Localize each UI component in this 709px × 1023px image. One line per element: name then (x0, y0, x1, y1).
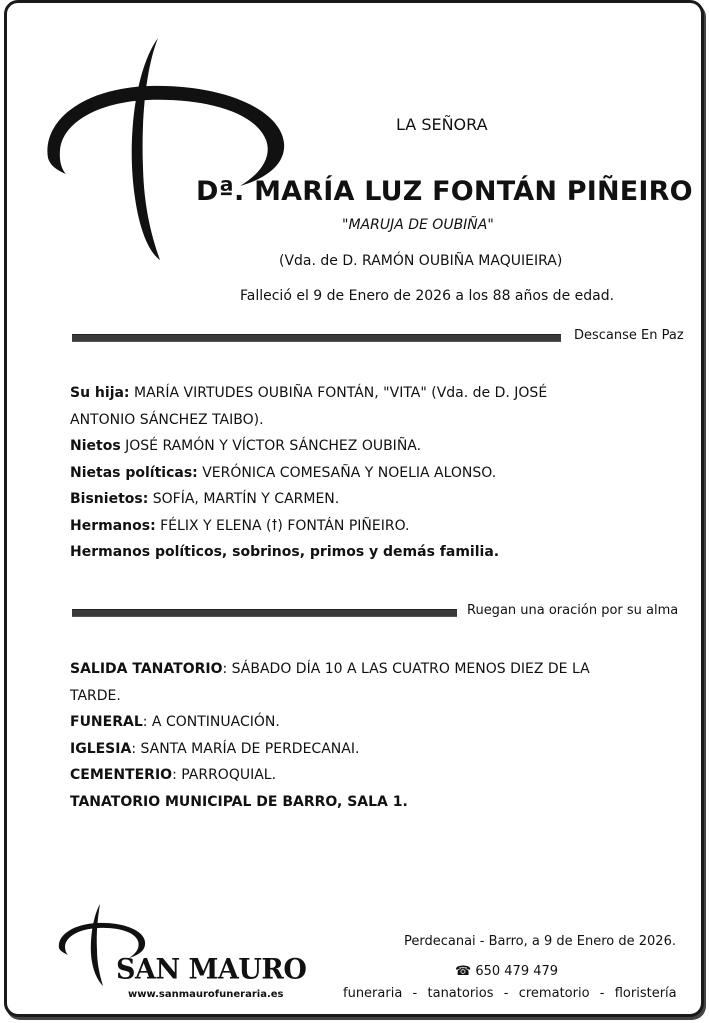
title-label: LA SEÑORA (396, 115, 488, 134)
funeral-text: : A CONTINUACIÓN. (142, 714, 280, 730)
siblings-text: FÉLIX Y ELENA (ꝉ) FONTÁN PIÑEIRO. (155, 517, 410, 534)
departure-line (70, 656, 670, 683)
daughter-line-cont (70, 407, 650, 434)
divider-bar (72, 334, 561, 342)
daughter-text-cont: ANTONIO SÁNCHEZ TAIBO). (70, 411, 264, 428)
grandsons-text: JOSÉ RAMÓN Y VÍCTOR SÁNCHEZ OUBIÑA. (120, 438, 422, 454)
grandsons-label: Nietos (70, 438, 121, 454)
family-closing-line (70, 539, 650, 566)
church-label: IGLESIA (70, 740, 132, 757)
widow-of: (Vda. de D. RAMÓN OUBIÑA MAQUIEIRA) (279, 253, 563, 269)
funeral-label: FUNERAL (70, 714, 143, 730)
siblings-line (70, 513, 650, 540)
family-closing: Hermanos políticos, sobrinos, primos y demás familia. (70, 544, 500, 560)
departure-text-cont: TARDE. (70, 687, 121, 704)
services-section (70, 656, 670, 815)
phone-line (455, 964, 558, 979)
phone-number: 650 479 479 (475, 964, 559, 979)
telephone-icon: ☎ (455, 964, 472, 979)
grandsons-line (70, 433, 650, 460)
family-section (70, 380, 650, 566)
divider-bar (72, 609, 457, 617)
church-text: : SANTA MARÍA DE PERDECANAI. (131, 740, 360, 757)
death-notice: Falleció el 9 de Enero de 2026 a los 88 años de edad. (240, 288, 615, 304)
daughter-line (70, 380, 650, 407)
funeral-line (70, 709, 670, 736)
deceased-name: Dª. MARÍA LUZ FONTÁN PIÑEIRO (196, 176, 693, 207)
cemetery-text: : PARROQUIAL. (172, 767, 277, 783)
departure-line-cont (70, 683, 670, 710)
church-line (70, 736, 670, 763)
rest-in-peace-label: Descanse En Paz (574, 328, 684, 343)
services-list: funeraria - tanatorios - crematorio - floristería (343, 986, 677, 1001)
granddaughters-in-law-label: Nietas políticas: (70, 464, 198, 481)
prayer-request-label: Ruegan una oración por su alma (467, 603, 679, 618)
daughter-text: MARÍA VIRTUDES OUBIÑA FONTÁN, "VITA" (Vda. de D. JOSÉ (129, 385, 548, 401)
brand-website: www.sanmaurofuneraria.es (128, 989, 284, 1000)
place-date: Perdecanai - Barro, a 9 de Enero de 2026. (404, 934, 676, 949)
cross-swoosh-icon (40, 28, 290, 268)
great-grandchildren-line (70, 486, 650, 513)
cemetery-label: CEMENTERIO (70, 767, 173, 783)
great-grandchildren-label: Bisnietos: (70, 491, 149, 507)
great-grandchildren-text: SOFÍA, MARTÍN Y CARMEN. (148, 491, 340, 507)
granddaughters-in-law-text: VERÓNICA COMESAÑA Y NOELIA ALONSO. (197, 464, 497, 481)
funeral-home-line (70, 789, 670, 816)
daughter-label: Su hija: (70, 385, 130, 401)
brand-name: SAN MAURO (116, 953, 307, 986)
siblings-label: Hermanos: (70, 517, 156, 534)
departure-label: SALIDA TANATORIO (70, 661, 223, 677)
departure-text: : SÁBADO DÍA 10 A LAS CUATRO MENOS DIEZ DE LA (222, 661, 590, 677)
funeral-home: TANATORIO MUNICIPAL DE BARRO, SALA 1. (70, 793, 408, 810)
nickname: "MARUJA DE OUBIÑA" (342, 217, 494, 233)
granddaughters-in-law-line (70, 460, 650, 487)
cemetery-line (70, 762, 670, 789)
